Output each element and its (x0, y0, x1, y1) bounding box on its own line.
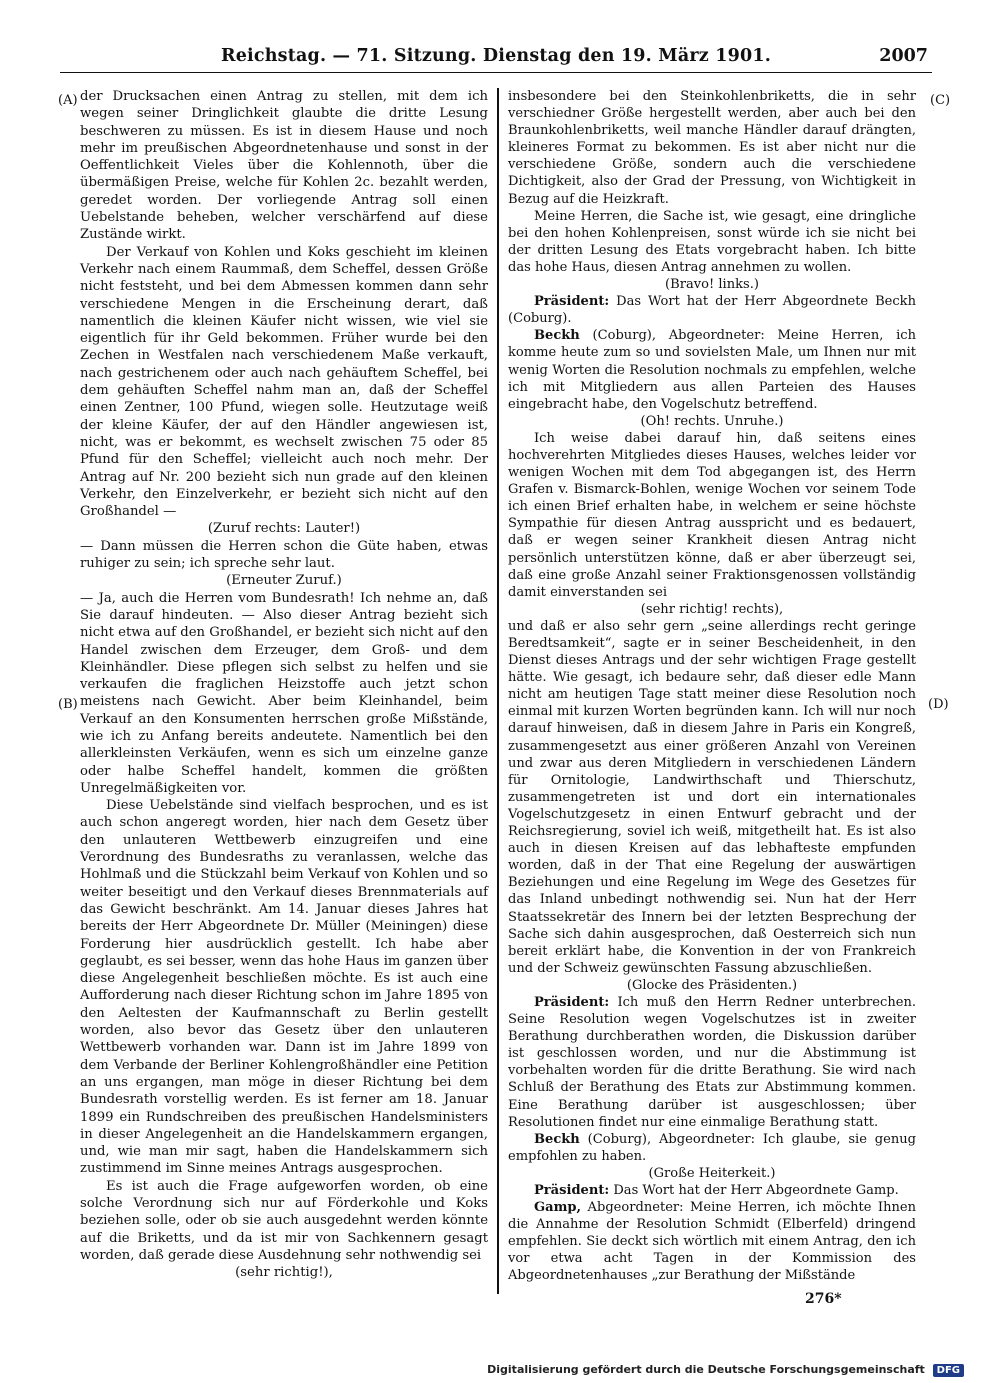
paragraph-text: (Zuruf rechts: Lauter!) (207, 521, 361, 537)
paragraph (80, 538, 488, 573)
paragraph-text: und daß er also sehr gern „seine allerdings recht geringe Beredtsamkeit“, sagte er in seiner Bescheidenheit, in den Dienst dieses Antrags und der sehr wichtigen Frage gestellt hätte. Wie gesagt, ich bedaure sehr, daß dieser edle Mann nicht am heutigen Tage statt meiner diese Resolution noch einmal mit kurzen Worten begründen kann. Ich will nur noch darauf hinweisen, daß in diesem Jahre in Paris ein Kongreß, zusammengesetzt aus einer größeren Anzahl von Vereinen und zwar aus deren Mitgliedern in verschiedenen Ländern für Ornitologie, Landwirthschaft und Thierschutz, zusammengetreten ist und dort ein internationales Vogelschutzgesetz in einen Entwurf gebracht und der Reichsregierung, soviel ich weiß, mitgetheilt hat. Es ist also auch in diesen Kreisen auf das lebhafteste empfunden worden, daß in der That eine Regelung der auswärtigen Beziehungen und eine Regelung im Wege des Gesetzes für das Inland unbedingt nothwendig sei. Nun hat der Herr Staatssekretär des Innern bei der letzten Besprechung der Sache sich dahin ausgesprochen, daß Oesterreich sich nun bereit erklärt habe, die Konvention in der von Frankreich und der Schweiz gewünschten Fassung abzuschließen. (508, 618, 916, 976)
paragraph-text: Es ist auch die Frage aufgeworfen worden, ob eine solche Verordnung sich nur auf Förderkohle und Koks beziehen solle, oder ob sie auch ausgedehnt werden könnte auf die Briketts, und da ist mir von Sachkennern gesagt worden, daß gerade diese Ausdehnung sehr nothwendig sei (80, 1178, 488, 1263)
paragraph-text: Das Wort hat der Herr Abgeordnete Beckh (Coburg). (508, 294, 916, 327)
speaker-name: Beckh (534, 328, 580, 344)
paragraph-text: Der Verkauf von Kohlen und Koks geschieht im kleinen Verkehr nach einem Raummaß, dem Scheffel, dessen Größe nicht feststeht, und bei dem Abmessen kommen dann sehr verschiedene Mengen in die Erscheinung derart, daß namentlich die kleinen Käufer nicht wissen, wie viel sie eigentlich für ihr Geld bekommen. Früher wurde bei den Zechen in Westfalen nach verschiedenem Maße verkauft, nach gestrichenem oder auch nach gehäuftem Scheffel, bei dem gehäuften Scheffel nahm man an, daß der Scheffel einen Zentner, 100 Pfund, wiegen solle. Heutzutage weiß der kleine Käufer, der auf den Händler angewiesen ist, nicht, was er bekommt, es wechselt zwischen 75 oder 85 Pfund für den Scheffel; vielleicht auch noch mehr. Der Antrag auf Nr. 200 bezieht sich nun grade auf den kleinen Verkehr, den Einzelverkehr, er bezieht sich nicht auf den Großhandel — (80, 244, 488, 520)
page-header (60, 44, 932, 73)
speaker-name: Beckh (534, 1131, 580, 1147)
speaker-name: Präsident: (534, 294, 610, 310)
credit-text: Digitalisierung gefördert durch die Deutsche Forschungsgemeinschaft (487, 1363, 925, 1376)
speaker-name: Präsident: (534, 994, 610, 1010)
page-title: Reichstag. — 71. Sitzung. Dienstag den 19. März 1901. (220, 46, 772, 66)
paragraph (508, 88, 916, 208)
paragraph (80, 590, 488, 798)
paragraph-text: Ich muß den Herrn Redner unterbrechen. Seine Resolution wegen Vogelschutzes ist in zweiter Berathung durchberathen worden, die Diskussion darüber ist geschlossen worden, und nur die Abstimmung ist vorbehalten worden für die dritte Berathung. Sie wird nach Schluß der Berathung des Etats zur Abstimmung kommen. Eine Berathung darüber ist ausgeschlossen; über Resolutionen findet nur eine einmalige Berathung statt. (508, 994, 916, 1130)
paragraph-text: (Erneuter Zuruf.) (226, 573, 342, 589)
paragraph-text: (sehr richtig!), (235, 1265, 333, 1281)
paragraph (80, 1264, 488, 1281)
page-number: 2007 (879, 46, 928, 66)
paragraph (508, 276, 916, 293)
paragraph-text: (Coburg), Abgeordneter: Meine Herren, ich komme heute zum so und sovielsten Male, um Ihnen nur mit wenig Worten die Resolution nochmals zu empfehlen, welche ich mit Mitgliedern aus allen Parteien des Hauses eingebracht habe, den Vogelschutz betreffend. (508, 328, 916, 412)
paragraph-text: — Ja, auch die Herren vom Bundesrath! Ich nehme an, daß Sie darauf hindeuten. — Also dieser Antrag bezieht sich nicht etwa auf den Großhandel, er bezieht sich nicht auf den Handel zwischen dem Erzeuger, dem Groß- und dem Kleinhändler. Diese pflegen sich selbst zu helfen und sie verkaufen die fraglichen Heizstoffe auch jetzt schon meistens nach Gewicht. Aber beim Kleinhandel, beim Verkauf an den Konsumenten herrschen große Mißstände, wie ich zu Anfang bereits andeutete. Namentlich bei den allerkleinsten Verkäufen, wenn es sich um einzelne ganze oder halbe Scheffel handelt, kommen die größten Unregelmäßigkeiten vor. (80, 590, 488, 796)
paragraph-text: — Dann müssen die Herren schon die Güte haben, etwas ruhiger zu sein; ich spreche sehr laut. (80, 538, 488, 572)
signature-mark: 276* (805, 1291, 842, 1307)
dfg-logo: DFG (933, 1364, 964, 1377)
margin-marker-b: (B) (58, 697, 78, 712)
paragraph (508, 994, 916, 1131)
paragraph-text: (Bravo! links.) (665, 277, 759, 293)
paragraph (80, 244, 488, 521)
paragraph-text: Das Wort hat der Herr Abgeordnete Gamp. (609, 1183, 899, 1198)
paragraph-text: Meine Herren, die Sache ist, wie gesagt, eine dringliche bei den hohen Kohlenpreisen, sonst würde ich sie nicht bei der dritten Lesung des Etats vorgebracht haben. Ich bitte das hohe Haus, diesen Antrag annehmen zu wollen. (508, 208, 916, 275)
paragraph-text: (Glocke des Präsidenten.) (626, 977, 798, 993)
paragraph-text: (Coburg), Abgeordneter: Ich glaube, sie genug empfohlen zu haben. (508, 1131, 916, 1164)
paragraph (508, 430, 916, 601)
paragraph-text: (sehr richtig! rechts), (640, 601, 784, 617)
margin-marker-a: (A) (58, 93, 78, 108)
margin-marker-d: (D) (928, 697, 949, 712)
paragraph-text: Ich weise dabei darauf hin, daß seitens eines hochverehrten Mitgliedes dieses Hauses, welches leider vor wenigen Wochen mit dem Tod abgegangen ist, des Herrn Grafen v. Bismarck-Bohlen, wenige Wochen vor seinem Tode ich einen Brief erhalten habe, in welchem er seine höchste Sympathie für diesen Antrag ausspricht und es bedauert, daß er wegen seiner Krankheit diesen Antrag nicht persönlich unterstützen könne, daß er aber überzeugt sei, daß eine große Anzahl seiner Fraktionsgenossen vollständig damit einverstanden sei (508, 430, 916, 600)
paragraph (80, 572, 488, 589)
paragraph (508, 1182, 916, 1199)
paragraph (508, 977, 916, 994)
paragraph (80, 520, 488, 537)
column-divider (497, 88, 499, 1294)
paragraph (80, 797, 488, 1178)
margin-marker-c: (C) (930, 93, 951, 108)
paragraph (508, 1199, 916, 1284)
paragraph (508, 293, 916, 327)
paragraph-text: insbesondere bei den Steinkohlenbriketts, die in sehr verschiedner Größe hergestellt werden, aber auch bei den Braunkohlenbriketts, weil manche Händler darauf drängten, kleineres Format zu bekommen. Es ist aber nicht nur die verschiedene Größe, sondern auch die verschiedene Dichtigkeit, also der Grad der Pressung, von Wichtigkeit in Bezug auf die Heizkraft. (508, 89, 916, 207)
digitization-credit (487, 1363, 964, 1377)
paragraph (508, 1131, 916, 1165)
speaker-name: Präsident: (534, 1183, 610, 1198)
paragraph (80, 1178, 488, 1264)
paragraph (80, 88, 488, 244)
paragraph (508, 208, 916, 276)
paragraph-text: Diese Uebelstände sind vielfach besprochen, und es ist auch schon angeregt worden, hier nach dem Gesetz über den unlauteren Wettbewerb einzugreifen und eine Verordnung des Bundesraths zu veranlassen, welche das Hohlmaß und die Stückzahl beim Verkauf von Kohlen und so weiter beseitigt und den Verkauf dieses Brennmaterials auf das Gewicht beschränkt. Am 14. Januar dieses Jahres hat bereits der Herr Abgeordnete Dr. Müller (Meiningen) diese Forderung hier ausdrücklich gestellt. Ich habe aber geglaubt, es sei besser, wenn das hohe Haus im ganzen über diese Angelegenheit beschließen möchte. Es ist auch eine Aufforderung nach dieser Richtung schon im Jahre 1895 von den Aeltesten der Kaufmannschaft zu Berlin gestellt worden, also bevor das Gesetz über den unlauteren Wettbewerb vorhanden war. Dann ist im Jahre 1899 von dem Verbande der Berliner Kohlengroßhändler eine Petition an uns ergangen, man möge in dieser Richtung bei dem Bundesrath vorstellig werden. Es ist ferner am 18. Januar 1899 ein Rundschreiben des preußischen Handelsministers in dieser Angelegenheit an die Handelskammern ergangen, und, wie man mir sagt, haben die Handelskammern sich zustimmend im Sinne meines Antrags ausgesprochen. (80, 798, 488, 1177)
left-column (80, 88, 488, 1281)
paragraph (508, 413, 916, 430)
paragraph (508, 601, 916, 618)
paragraph (508, 618, 916, 977)
paragraph (508, 1165, 916, 1182)
paragraph-text: der Drucksachen einen Antrag zu stellen, mit dem ich wegen seiner Dringlichkeit glaubte die dritte Lesung beschweren zu müssen. Es ist in diesem Hause und noch mehr im preußischen Abgeordnetenhause und sonst in der Oeffentlichkeit Vieles über die Kohlennoth, über die übermäßigen Preise, welche für Kohlen 2c. bezahlt werden, geredet worden. Der vorliegende Antrag soll einen Uebelstande beheben, welcher verschärfend auf diese Zustände wirkt. (80, 89, 488, 243)
paragraph (508, 327, 916, 412)
right-column (508, 88, 916, 1285)
paragraph-text: (Große Heiterkeit.) (648, 1165, 776, 1181)
paragraph-text: (Oh! rechts. Unruhe.) (640, 413, 784, 429)
speaker-name: Gamp, (534, 1200, 582, 1216)
paragraph-text: Abgeordneter: Meine Herren, ich möchte Ihnen die Annahme der Resolution Schmidt (Elberfeld) dringend empfehlen. Sie deckt sich wörtlich mit einem Antrag, den ich vor etwa acht Tagen in der Kommission des Abgeordnetenhauses „zur Berathung der Mißstände (508, 1200, 916, 1284)
